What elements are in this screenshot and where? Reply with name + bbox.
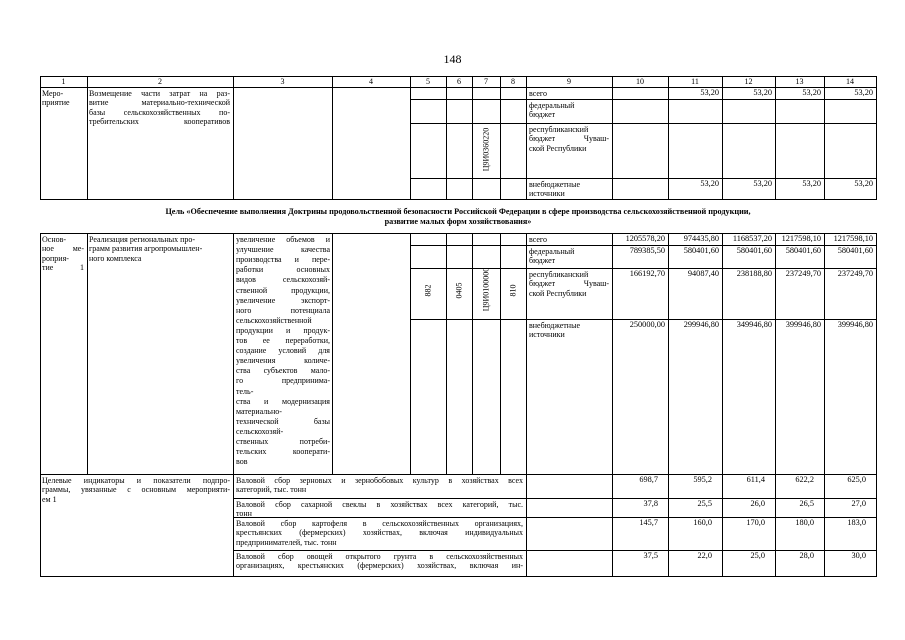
column-header: 2 bbox=[158, 77, 162, 86]
column-header: 13 bbox=[795, 77, 804, 86]
indicator-value: 28,0 bbox=[799, 551, 814, 560]
value-cell: 53,20 bbox=[700, 88, 719, 97]
page-number: 148 bbox=[443, 52, 462, 66]
indicator-value: 160,0 bbox=[693, 518, 712, 527]
result-text: го предпринима- bbox=[236, 376, 330, 386]
result-text: тельских кооперати- bbox=[236, 447, 330, 457]
cell-text: ное ме- bbox=[42, 244, 84, 254]
value-cell: 789385,50 bbox=[629, 246, 665, 255]
result-text: тов ее переработки, bbox=[236, 336, 330, 345]
indicator-text: Валовой сбор сахарной свеклы в хозяйствах всех категорий, тыс. bbox=[236, 500, 523, 509]
result-text: ственной продукции, bbox=[236, 285, 330, 295]
indicator-value: 183,0 bbox=[847, 518, 866, 527]
source-label: бюджет bbox=[529, 256, 556, 266]
code-c5: 882 bbox=[423, 284, 433, 297]
source-label: всего bbox=[529, 89, 548, 98]
value-cell: 53,20 bbox=[854, 88, 873, 97]
indicator-value: 30,0 bbox=[851, 551, 866, 560]
source-label: внебюджетные bbox=[529, 180, 580, 189]
value-cell: 399946,80 bbox=[785, 320, 821, 329]
result-text: ства и модернизация bbox=[236, 396, 330, 406]
column-header: 3 bbox=[280, 77, 285, 86]
code-c6: 0405 bbox=[454, 282, 464, 299]
cell-text: Меро- bbox=[42, 89, 64, 98]
indicator-value: 622,2 bbox=[795, 475, 814, 484]
indicator-value: 595,2 bbox=[693, 475, 712, 484]
source-label: ской Республики bbox=[529, 288, 587, 298]
column-header: 12 bbox=[744, 77, 753, 86]
cell-text: Возмещение части затрат на раз- bbox=[89, 89, 230, 98]
value-cell: 53,20 bbox=[802, 179, 821, 188]
value-cell: 53,20 bbox=[802, 88, 821, 97]
result-text: технической базы bbox=[236, 416, 330, 426]
source-label: бюджет Чуваш- bbox=[529, 279, 609, 289]
cell-text: требительских кооперативов bbox=[89, 116, 230, 126]
result-text: ственных потреби- bbox=[236, 437, 330, 446]
indicator-text: Валовой сбор овощей открытого грунта в сельскохозяйственных bbox=[236, 552, 523, 561]
indicator-value: 37,5 bbox=[643, 551, 658, 560]
column-header: 8 bbox=[511, 77, 515, 86]
value-cell: 53,20 bbox=[854, 179, 873, 188]
source-label: источники bbox=[529, 189, 565, 199]
indicator-label: граммы, увязанные с основным мероприяти- bbox=[42, 485, 230, 495]
source-label: внебюджетные bbox=[529, 321, 580, 330]
indicator-value: 25,5 bbox=[697, 499, 712, 508]
value-cell: 580401,60 bbox=[837, 246, 873, 255]
code-c7: Ц9И0100000 bbox=[481, 267, 491, 312]
column-header: 10 bbox=[636, 77, 644, 86]
indicator-value: 25,0 bbox=[750, 551, 765, 560]
source-label: республиканский bbox=[529, 125, 589, 134]
value-cell: 94087,40 bbox=[687, 269, 719, 278]
result-text: материально- bbox=[236, 406, 282, 416]
cell-text: базы сельскохозяйственных по- bbox=[89, 107, 230, 117]
indicator-value: 180,0 bbox=[795, 518, 814, 527]
value-cell: 250000,00 bbox=[629, 320, 665, 329]
value-cell: 1217598,10 bbox=[781, 234, 821, 243]
result-text: работки основных bbox=[236, 265, 330, 275]
indicator-value: 625,0 bbox=[847, 475, 866, 484]
value-cell: 1168537,20 bbox=[732, 234, 772, 243]
source-label: федеральный bbox=[529, 101, 575, 110]
value-cell: 1217598,10 bbox=[833, 234, 873, 243]
value-cell: 299946,80 bbox=[683, 320, 719, 329]
result-text: увеличение объемов и bbox=[236, 235, 330, 244]
result-text: улучшение качества bbox=[236, 245, 330, 255]
indicator-text: категорий, тыс. тонн bbox=[236, 485, 307, 495]
source-label: бюджет Чуваш- bbox=[529, 134, 609, 144]
result-text: видов сельскохозяй- bbox=[236, 275, 330, 285]
indicator-text: предпринимателей, тыс. тонн bbox=[236, 537, 337, 547]
cell-text: приятие bbox=[42, 98, 70, 108]
cell-text: Реализация региональных про- bbox=[89, 235, 196, 244]
cell-text: роприя- bbox=[42, 253, 69, 263]
value-cell: 53,20 bbox=[753, 88, 772, 97]
column-header: 7 bbox=[484, 77, 488, 86]
goal-line-1: Цель «Обеспечение выполнения Доктрины продовольственной безопасности Российской Федерации в сфере производства сельскохозяйственной продукции, bbox=[165, 207, 751, 216]
value-cell: 53,20 bbox=[700, 179, 719, 188]
goal-line-2: развитие малых форм хозяйствования» bbox=[384, 217, 532, 226]
column-header: 4 bbox=[369, 77, 373, 86]
value-cell: 399946,80 bbox=[837, 320, 873, 329]
value-cell: 974435,80 bbox=[683, 234, 719, 243]
result-text: тель- bbox=[236, 386, 254, 396]
value-cell: 349946,80 bbox=[736, 320, 772, 329]
column-header: 11 bbox=[691, 77, 699, 86]
result-text: вов bbox=[236, 457, 248, 467]
source-label: всего bbox=[529, 235, 548, 244]
code-c8: 810 bbox=[508, 284, 518, 297]
value-cell: 237249,70 bbox=[785, 269, 821, 278]
indicator-text: Валовой сбор картофеля в сельскохозяйственных организациях, bbox=[236, 519, 523, 528]
column-header: 6 bbox=[457, 77, 461, 86]
source-label: ской Республики bbox=[529, 143, 587, 153]
result-text: сельскохозяй- bbox=[236, 426, 284, 436]
value-cell: 166192,70 bbox=[629, 269, 665, 278]
cell-text: тие 1 bbox=[42, 262, 84, 272]
indicator-value: 27,0 bbox=[851, 499, 866, 508]
result-text: создание условий для bbox=[236, 346, 330, 356]
cell-text: грамм развития агропромышлен- bbox=[89, 244, 203, 254]
source-label: республиканский bbox=[529, 270, 589, 279]
indicator-value: 698,7 bbox=[639, 475, 658, 484]
indicator-value: 145,7 bbox=[639, 518, 658, 527]
value-cell: 1205578,20 bbox=[625, 234, 665, 243]
cell-text: ного комплекса bbox=[89, 253, 142, 263]
budget-code: Ц9И0360220 bbox=[481, 127, 491, 172]
result-text: производства и пере- bbox=[236, 255, 330, 265]
indicator-text: Валовой сбор зерновых и зернобобовых культур в хозяйствах всех bbox=[236, 476, 523, 485]
value-cell: 237249,70 bbox=[837, 269, 873, 278]
column-header: 5 bbox=[426, 77, 430, 86]
column-header: 14 bbox=[846, 77, 854, 86]
indicator-value: 26,0 bbox=[750, 499, 765, 508]
result-text: сельскохозяйственной bbox=[236, 315, 312, 325]
value-cell: 580401,60 bbox=[736, 246, 772, 255]
source-label: федеральный bbox=[529, 247, 575, 256]
result-text: ства субъектов мало- bbox=[236, 366, 330, 376]
source-label: бюджет bbox=[529, 110, 556, 120]
value-cell: 53,20 bbox=[753, 179, 772, 188]
indicator-text: организациях, крестьянских (фермерских) хозяйствах, включая ин- bbox=[236, 561, 523, 571]
indicator-value: 26,5 bbox=[799, 499, 814, 508]
indicator-value: 611,4 bbox=[746, 475, 765, 484]
result-text: увеличения количе- bbox=[236, 356, 330, 366]
value-cell: 580401,60 bbox=[785, 246, 821, 255]
result-text: ного потенциала bbox=[236, 305, 330, 315]
column-header: 1 bbox=[61, 77, 66, 86]
indicator-value: 37,8 bbox=[643, 499, 658, 508]
indicator-text: крестьянских (фермерских) хозяйствах, включая индивидуальных bbox=[236, 528, 523, 538]
source-label: источники bbox=[529, 330, 565, 340]
value-cell: 580401,60 bbox=[683, 246, 719, 255]
result-text: увеличение экспорт- bbox=[236, 295, 330, 305]
result-text: продукции и продук- bbox=[236, 325, 330, 335]
indicator-label: ем 1 bbox=[42, 494, 57, 504]
cell-text: витие материально-технической bbox=[89, 98, 230, 108]
indicator-label: Целевые индикаторы и показатели подпро- bbox=[42, 476, 230, 485]
value-cell: 238188,80 bbox=[736, 269, 772, 278]
indicator-value: 170,0 bbox=[746, 518, 765, 527]
indicator-value: 22,0 bbox=[697, 551, 712, 560]
indicator-text: тонн bbox=[236, 509, 252, 519]
cell-text: Основ- bbox=[42, 235, 67, 244]
column-header: 9 bbox=[567, 77, 571, 86]
